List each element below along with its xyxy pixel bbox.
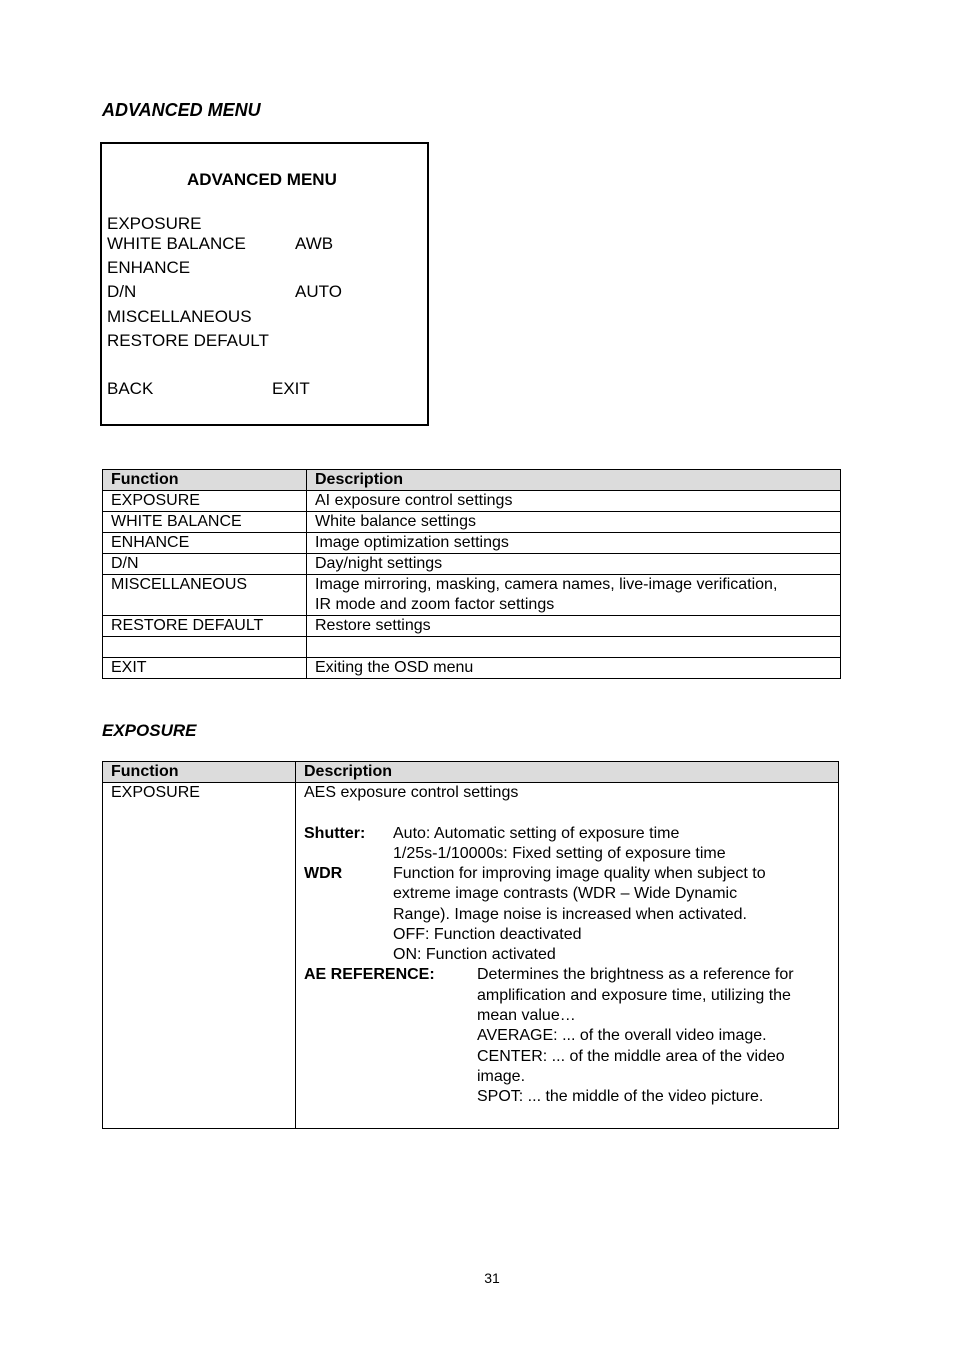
ae-reference-line: SPOT: ... the middle of the video picture. bbox=[477, 1088, 764, 1105]
table-row bbox=[103, 491, 841, 512]
table-row bbox=[103, 575, 841, 616]
header-description: Description bbox=[307, 470, 841, 491]
description-cell bbox=[307, 575, 841, 616]
function-cell: RESTORE DEFAULT bbox=[103, 616, 307, 637]
osd-title: ADVANCED MENU bbox=[187, 170, 337, 189]
table-row bbox=[103, 533, 841, 554]
function-cell: D/N bbox=[103, 554, 307, 575]
osd-item-dn: D/N bbox=[107, 282, 137, 301]
osd-back: BACK bbox=[107, 379, 154, 398]
function-cell: ENHANCE bbox=[103, 533, 307, 554]
table-row bbox=[103, 554, 841, 575]
description-line: Image mirroring, masking, camera names, live-image verification, bbox=[315, 576, 778, 593]
description-cell: White balance settings bbox=[307, 512, 841, 533]
wdr-label: WDR bbox=[304, 865, 343, 882]
header-function: Function bbox=[103, 762, 296, 783]
osd-value-dn: AUTO bbox=[295, 282, 342, 301]
function-cell: EXPOSURE bbox=[103, 491, 307, 512]
description-cell: Exiting the OSD menu bbox=[307, 658, 841, 679]
wdr-line: OFF: Function deactivated bbox=[393, 926, 582, 943]
wdr-line: Function for improving image quality when subject to bbox=[393, 865, 766, 882]
table-row-empty bbox=[103, 637, 841, 658]
header-function: Function bbox=[103, 470, 307, 491]
function-cell: EXPOSURE bbox=[103, 783, 296, 1129]
table-header-row bbox=[103, 470, 841, 491]
ae-reference-line: mean value… bbox=[477, 1007, 576, 1024]
wdr-line: extreme image contrasts (WDR – Wide Dynamic bbox=[393, 885, 738, 902]
description-cell bbox=[307, 637, 841, 658]
table-header-row bbox=[103, 762, 839, 783]
ae-reference-line: image. bbox=[477, 1068, 526, 1085]
wdr-line: ON: Function activated bbox=[393, 946, 556, 963]
wdr-line: Range). Image noise is increased when activated. bbox=[393, 906, 747, 923]
shutter-line: Auto: Automatic setting of exposure time bbox=[393, 825, 680, 842]
function-cell: EXIT bbox=[103, 658, 307, 679]
osd-item-white-balance: WHITE BALANCE bbox=[107, 234, 246, 253]
table-row bbox=[103, 512, 841, 533]
exposure-intro: AES exposure control settings bbox=[304, 784, 519, 801]
osd-exit: EXIT bbox=[272, 379, 310, 398]
table-row bbox=[103, 658, 841, 679]
function-cell: WHITE BALANCE bbox=[103, 512, 307, 533]
osd-item-miscellaneous: MISCELLANEOUS bbox=[107, 307, 252, 326]
ae-reference-line: Determines the brightness as a reference for bbox=[477, 966, 794, 983]
osd-item-restore-default: RESTORE DEFAULT bbox=[107, 331, 269, 350]
description-cell: Day/night settings bbox=[307, 554, 841, 575]
function-cell bbox=[103, 637, 307, 658]
exposure-heading: EXPOSURE bbox=[102, 721, 197, 740]
page-number: 31 bbox=[484, 1270, 500, 1286]
advanced-menu-table bbox=[102, 469, 841, 679]
description-cell bbox=[296, 783, 839, 1129]
exposure-table bbox=[102, 761, 839, 1129]
ae-reference-label: AE REFERENCE: bbox=[304, 966, 435, 983]
ae-reference-line: AVERAGE: ... of the overall video image. bbox=[477, 1027, 767, 1044]
shutter-line: 1/25s-1/10000s: Fixed setting of exposure time bbox=[393, 845, 726, 862]
description-cell: AI exposure control settings bbox=[307, 491, 841, 512]
description-cell: Restore settings bbox=[307, 616, 841, 637]
osd-item-enhance: ENHANCE bbox=[107, 258, 191, 277]
description-line: IR mode and zoom factor settings bbox=[315, 596, 555, 613]
function-cell: MISCELLANEOUS bbox=[103, 575, 307, 616]
ae-reference-line: CENTER: ... of the middle area of the video bbox=[477, 1048, 785, 1065]
table-row bbox=[103, 783, 839, 1129]
ae-reference-line: amplification and exposure time, utilizing the bbox=[477, 987, 791, 1004]
description-cell: Image optimization settings bbox=[307, 533, 841, 554]
shutter-label: Shutter: bbox=[304, 825, 366, 842]
table-row bbox=[103, 616, 841, 637]
header-description: Description bbox=[296, 762, 839, 783]
osd-value-white-balance: AWB bbox=[295, 234, 334, 253]
osd-item-exposure: EXPOSURE bbox=[107, 214, 202, 233]
osd-menu-box bbox=[100, 142, 429, 426]
page-heading: ADVANCED MENU bbox=[102, 100, 261, 120]
